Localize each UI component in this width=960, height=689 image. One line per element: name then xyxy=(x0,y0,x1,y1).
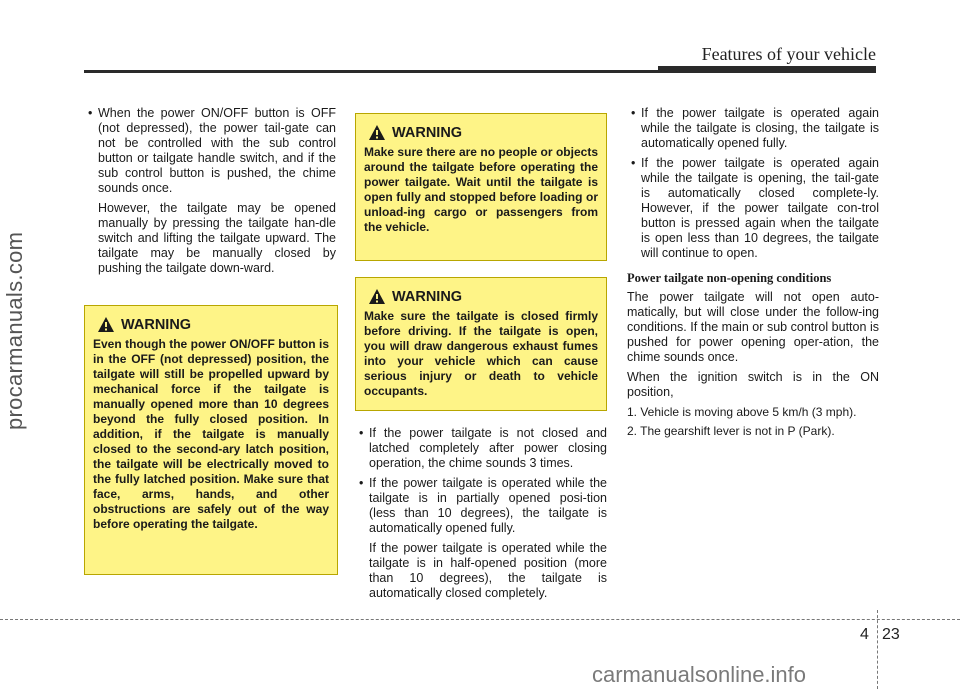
page-number-divider xyxy=(877,610,878,689)
paragraph-ignition-on: When the ignition switch is in the ON position, xyxy=(627,370,879,399)
warning-title: WARNING xyxy=(392,124,463,141)
section-title: Features of your vehicle xyxy=(701,44,876,64)
page-number: 23 xyxy=(882,626,900,643)
warning-triangle-icon xyxy=(368,124,386,141)
chapter-number: 4 xyxy=(860,626,869,643)
warning-box-exhaust-fumes xyxy=(355,277,607,411)
bottom-watermark: carmanualsonline.info xyxy=(592,662,807,687)
warning-text: Make sure the tailgate is closed firmly before driving. If the tailgate is open, you will draw dangerous exhaust fumes into your vehicle which can cause serious injury or death to vehicle occupants. xyxy=(364,309,598,398)
bullet-half-opened: If the power tailgate is operated while the tailgate is in half-opened position (more than 10 degrees), the tailgate is automatically closed completely. xyxy=(369,541,607,600)
header-rule-accent xyxy=(658,66,876,73)
warning-triangle-icon xyxy=(97,316,115,333)
column-middle-text xyxy=(355,426,607,606)
bullet-partially-opened: • If the power tailgate is operated while the tailgate is in partially opened posi-tion (less than 10 degrees), the tailgate is automatically opened fully. xyxy=(355,476,607,536)
footer-divider xyxy=(0,619,960,620)
warning-header xyxy=(368,288,598,305)
subheading-non-opening-conditions: Power tailgate non-opening conditions xyxy=(627,271,832,285)
bullet-power-button-off: • When the power ON/OFF button is OFF (not depressed), the power tail-gate can not be controlled with the sub control button or tailgate handle switch, and if the sub control button is pushed, the chime sounds once. xyxy=(84,106,336,196)
column-left xyxy=(84,106,336,281)
bullet-operated-while-opening: • If the power tailgate is operated again while the tailgate is opening, the tail-gate is automatically closed complete-ly. However, if the power tailgate con-trol button is pressed again when the tailgate is open less than 10 degrees, the tailgate will continue to open. xyxy=(627,156,879,261)
warning-header xyxy=(97,316,329,333)
bullet-chime-three-times: • If the power tailgate is not closed and latched completely after power closing operation, the chime sounds 3 times. xyxy=(355,426,607,471)
warning-box-people-objects xyxy=(355,113,607,261)
warning-box-mechanical-force xyxy=(84,305,338,575)
bullet-operated-while-closing: • If the power tailgate is operated again while the tailgate is closing, the tailgate is automatically opened fully. xyxy=(627,106,879,151)
paragraph-non-opening: The power tailgate will not open auto-matically, but will close under the follow-ing conditions. If the main or sub control button is pushed for power opening oper-ation, the chime sounds once. xyxy=(627,290,879,364)
list-item-gearshift: 2. The gearshift lever is not in P (Park). xyxy=(627,424,835,438)
warning-text: Make sure there are no people or objects around the tailgate before operating the power tailgate. Wait until the tailgate is open fully and stopped before loading or unload-ing cargo or passengers from the vehicle. xyxy=(364,145,598,234)
list-item-speed: 1. Vehicle is moving above 5 km/h (3 mph). xyxy=(627,405,857,419)
column-right xyxy=(627,106,879,443)
side-watermark: procarmanuals.com xyxy=(2,231,27,430)
bullet-manual-operation: However, the tailgate may be opened manually by pressing the tailgate han-dle switch and lifting the tailgate upward. The tailgate may be manually closed by pushing the tailgate down-ward. xyxy=(98,201,336,275)
warning-header xyxy=(368,124,598,141)
warning-triangle-icon xyxy=(368,288,386,305)
warning-title: WARNING xyxy=(121,316,192,333)
warning-title: WARNING xyxy=(392,288,463,305)
warning-text: Even though the power ON/OFF button is in the OFF (not depressed) position, the tailgate will still be propelled upward by mechanical force if the tailgate is manually opened more than 10 degrees beyond the fully closed position. In addition, if the tailgate is manually closed to the second-ary latch position, the tailgate will be electrically moved to the fully latched position. Make sure that face, arms, hands, and other obstructions are safely out of the way before operating the tailgate. xyxy=(93,337,329,531)
